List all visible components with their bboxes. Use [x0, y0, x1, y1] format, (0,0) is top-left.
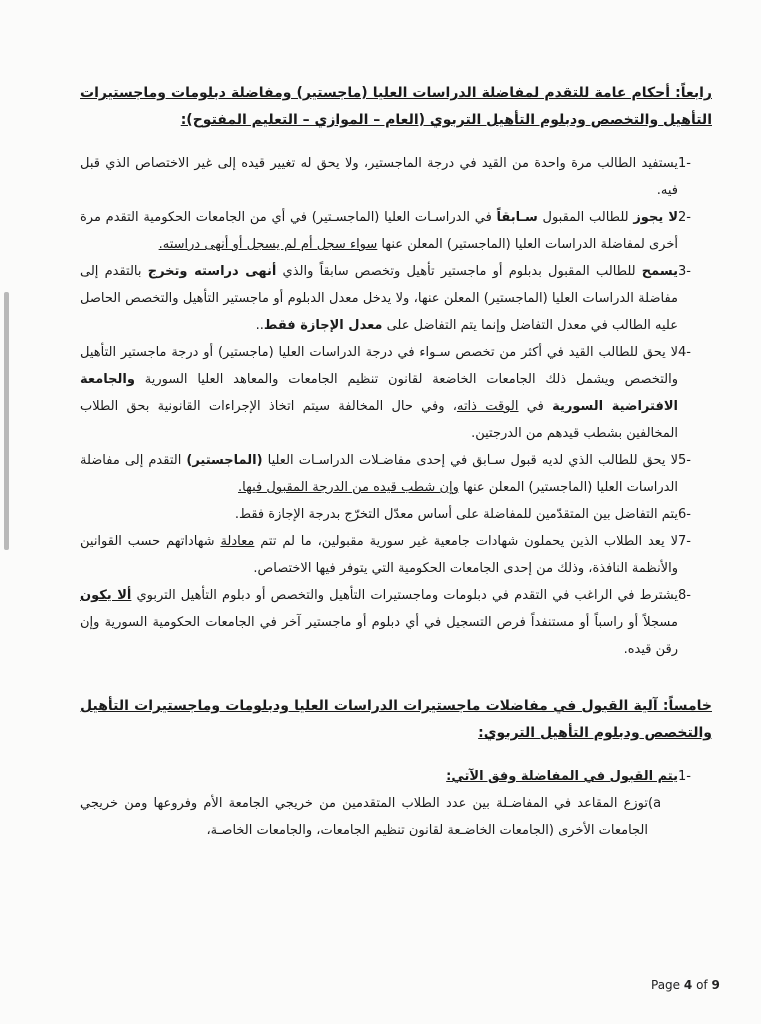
text-run: ..	[255, 318, 264, 333]
list-item-8	[80, 582, 712, 663]
bold-run: سـابقاً	[496, 210, 538, 225]
item-number: 4-	[678, 345, 691, 360]
bold-run: أنهى دراسته وتخرج	[147, 264, 277, 279]
text-run: يستفيد الطالب مرة واحدة من القيد في درجة الماجستير، ولا يحق له تغيير قيده إلى غير الاختصاص الذي قبل فيه.	[80, 156, 678, 198]
text-run: للطالب المقبول	[537, 210, 634, 225]
of-word: of	[696, 978, 708, 992]
item-text	[80, 528, 678, 582]
item-number: 3-	[678, 264, 691, 279]
item-text	[80, 204, 678, 258]
sub-item-a	[80, 790, 712, 844]
bold-run: يسمح	[641, 264, 678, 279]
list-item-5	[80, 447, 712, 501]
item-number: 8-	[678, 588, 691, 603]
bold-run: لا يجوز	[633, 210, 679, 225]
list-item-1	[80, 150, 712, 204]
page-word: Page	[651, 978, 681, 992]
vertical-scrollbar[interactable]	[4, 292, 9, 550]
list-item-7	[80, 528, 712, 582]
text-run: بالتقدم إلى مفاضلة الدراسات العليا (الماجستير) المعلن عنها، ولا يدخل معدل الدبلوم أو ماجستير التأهيل والتخصص الحاصل عليه الطالب في معدل التفاضل وإنما يتم التفاضل على	[80, 264, 678, 333]
text-run: لا يعد الطلاب الذين يحملون شهادات جامعية غير سورية مقبولين، ما لم تتم	[254, 534, 678, 549]
text-run: شهاداتهم حسب القوانين والأنظمة النافذة، وذلك من إحدى الجامعات الحكومية التي يتوفر فيها الاختصاص.	[80, 534, 678, 576]
text-run: يتم التفاضل بين المتقدّمين للمفاضلة على أساس معدّل التخرّج بدرجة الإجازة فقط.	[234, 507, 678, 522]
item-text	[80, 258, 678, 339]
item-number: 1-	[678, 156, 691, 171]
underlined-run: معادلة	[220, 534, 255, 549]
bold-run: معدل الإجازة فقط	[263, 318, 383, 333]
sub-item-text: توزع المقاعد في المفاضـلة بين عدد الطلاب المتقدمين من خريجي الجامعة الأم وفروعها ومن خريجي الجامعات الأخرى (الجامعات الخاضـعة لقانون تنظيم الجامعات، والجامعات الخاصـة،	[80, 796, 648, 838]
text-run: لا يحق للطالب الذي لديه قبول سـابق في إحدى مفاضـلات الدراسـات العليا	[262, 453, 678, 468]
item-number: 6-	[678, 507, 691, 522]
text-run: في	[518, 399, 553, 414]
text-run: مسجلاً أو راسباً أو مستنفداً فرص التسجيل في أي دبلوم أو ماجستير آخر في الجامعات الحكومية السورية وإن رقن قيده.	[80, 615, 678, 657]
item-title: يتم القبول في المفاضلة وفق الآتي:	[446, 769, 678, 784]
page-total: 9	[711, 978, 720, 992]
section-4-heading: رابعاً: أحكام عامة للتقدم لمفاضلة الدراسات العليا (ماجستير) ومفاضلة دبلومات وماجستيرات التأهيل والتخصص ودبلوم التأهيل التربوي (العام – الموازي – التعليم المفتوح):	[80, 85, 712, 128]
item-text	[80, 501, 678, 528]
text-run: ، وفي حال المخالفة سيتم اتخاذ الإجراءات القانونية بحق الطلاب المخالفين بشطب قيدهم من الدرجتين.	[80, 399, 678, 441]
text-run: في الدراسـات العليا (الماجسـتير) في أي من الجامعات الحكومية التقدم مرة أخرى لمفاضلة الدراسات العليا (الماجستير) المعلن عنها	[80, 210, 678, 252]
list-item-3	[80, 258, 712, 339]
bold-run: (الماجستير)	[186, 453, 263, 468]
sub-item-letter: (a	[648, 796, 662, 811]
page-footer	[651, 978, 720, 992]
item-number: 5-	[678, 453, 691, 468]
item-number: 2-	[678, 210, 691, 225]
item-text	[80, 582, 678, 663]
bold-run: والجامعة الافتراضية السورية	[80, 372, 678, 414]
underlined-run: الوقت ذاته	[456, 399, 519, 414]
item-number: 1-	[678, 769, 691, 784]
list-item-6	[80, 501, 712, 528]
list-item-2	[80, 204, 712, 258]
underlined-run: سواء سجل أم لم يسجل أو أنهى دراسته.	[158, 237, 378, 252]
list-item-4	[80, 339, 712, 447]
section-5-heading: خامساً: آلية القبول في مفاضلات ماجستيرات الدراسات العليا ودبلومات وماجستيرات التأهيل والتخصص ودبلوم التأهيل التربوي:	[80, 698, 712, 741]
document-body	[80, 80, 712, 844]
page-number: 4	[683, 978, 693, 992]
bold-underlined-run: ألا يكون	[80, 588, 132, 603]
section-5-item-1	[80, 763, 712, 790]
underlined-run: وإن شطب قيده من الدرجة المقبول فيها.	[238, 480, 459, 495]
item-text	[80, 447, 678, 501]
text-run: يشترط في الراغب في التقدم في دبلومات وماجستيرات التأهيل والتخصص أو دبلوم التأهيل التربوي	[131, 588, 678, 603]
item-number: 7-	[678, 534, 691, 549]
item-text	[80, 339, 678, 447]
text-run: التقدم إلى مفاضلة الدراسات العليا (الماجستير) المعلن عنها	[80, 453, 678, 495]
item-text	[80, 150, 678, 204]
text-run: لا يحق للطالب القيد في أكثر من تخصص سـواء في درجة الدراسات العليا (ماجستير) أو درجة ماجستير التأهيل والتخصص ويشمل ذلك الجامعات الخاضعة لقانون تنظيم الجامعات والمعاهد العليا السورية	[80, 345, 678, 387]
text-run: للطالب المقبول بدبلوم أو ماجستير تأهيل وتخصص سابقاً والذي	[276, 264, 642, 279]
